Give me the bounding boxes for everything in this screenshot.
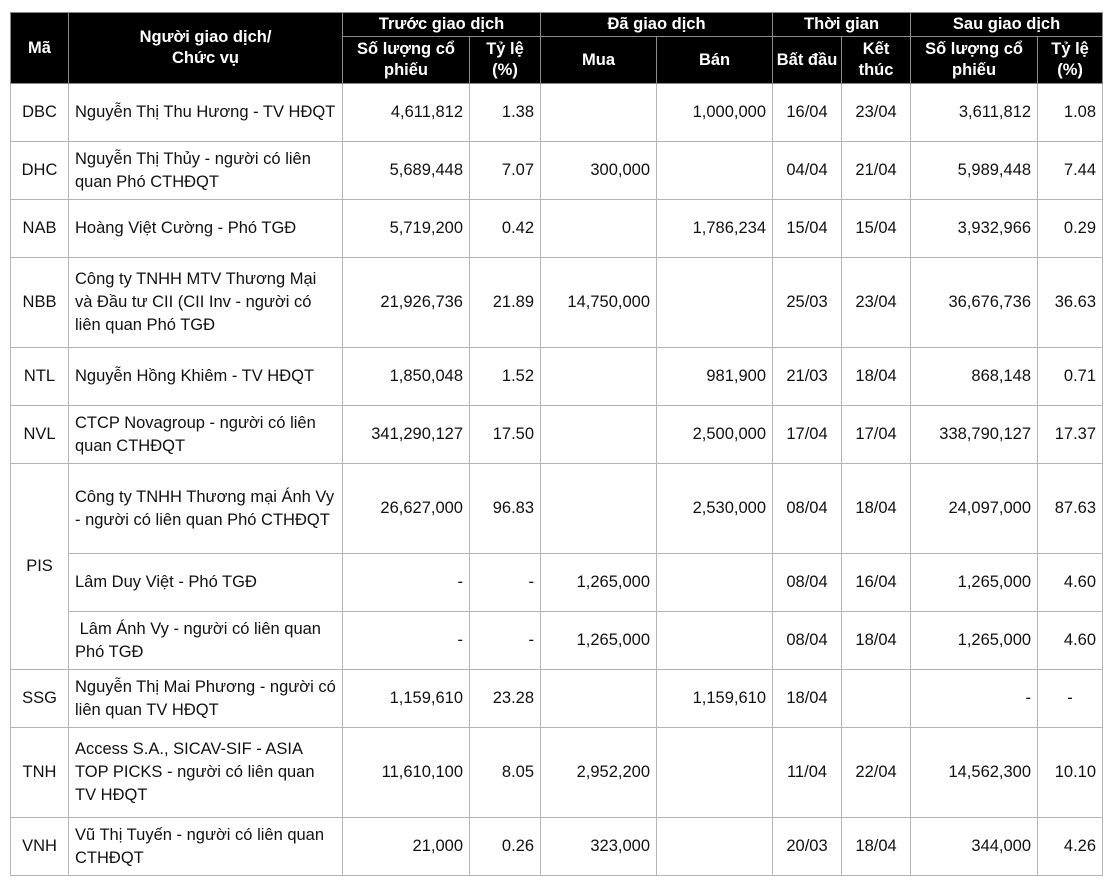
row-after-pct: 4.26 [1038, 818, 1103, 876]
row-end: 16/04 [842, 554, 911, 612]
row-buy: 300,000 [541, 142, 657, 200]
row-sell: 1,000,000 [657, 84, 773, 142]
table-row [11, 258, 1103, 348]
row-before-qty: 21,000 [343, 818, 470, 876]
row-start: 11/04 [773, 728, 842, 818]
row-code: DHC [11, 142, 69, 200]
row-code: PIS [11, 464, 69, 670]
row-after-pct: 7.44 [1038, 142, 1103, 200]
row-start: 08/04 [773, 612, 842, 670]
row-before-pct: - [470, 612, 541, 670]
table-row [11, 84, 1103, 142]
row-end: 18/04 [842, 464, 911, 554]
row-before-qty: 5,689,448 [343, 142, 470, 200]
insider-trades-table [10, 12, 1103, 876]
row-before-qty: 5,719,200 [343, 200, 470, 258]
row-sell: 2,500,000 [657, 406, 773, 464]
row-after-pct: 0.29 [1038, 200, 1103, 258]
row-before-qty: 341,290,127 [343, 406, 470, 464]
row-before-qty: 11,610,100 [343, 728, 470, 818]
row-code: NAB [11, 200, 69, 258]
row-start: 25/03 [773, 258, 842, 348]
row-end [842, 670, 911, 728]
table-row [11, 670, 1103, 728]
row-code: VNH [11, 818, 69, 876]
row-before-pct: 1.52 [470, 348, 541, 406]
row-after-pct: 4.60 [1038, 554, 1103, 612]
row-code: NBB [11, 258, 69, 348]
row-start: 15/04 [773, 200, 842, 258]
row-after-qty: 338,790,127 [911, 406, 1038, 464]
row-person: Vũ Thị Tuyến - người có liên quan CTHĐQT [69, 818, 343, 876]
row-buy [541, 406, 657, 464]
row-person: CTCP Novagroup - người có liên quan CTHĐQT [69, 406, 343, 464]
header-before-pct: Tỷ lệ (%) [470, 37, 541, 84]
row-end: 23/04 [842, 84, 911, 142]
row-buy [541, 464, 657, 554]
row-after-pct: 4.60 [1038, 612, 1103, 670]
row-before-pct: 7.07 [470, 142, 541, 200]
row-sell: 1,159,610 [657, 670, 773, 728]
row-sell [657, 818, 773, 876]
table-row [11, 818, 1103, 876]
row-code: DBC [11, 84, 69, 142]
header-time: Thời gian [773, 13, 911, 37]
row-end: 15/04 [842, 200, 911, 258]
header-sell: Bán [657, 37, 773, 84]
row-after-pct: 36.63 [1038, 258, 1103, 348]
row-after-qty: 1,265,000 [911, 554, 1038, 612]
row-after-qty: 3,611,812 [911, 84, 1038, 142]
table-row [11, 200, 1103, 258]
row-after-qty: 1,265,000 [911, 612, 1038, 670]
row-before-qty: 26,627,000 [343, 464, 470, 554]
table-row [11, 142, 1103, 200]
row-code: NVL [11, 406, 69, 464]
row-person: Nguyễn Hồng Khiêm - TV HĐQT [69, 348, 343, 406]
row-after-qty: 868,148 [911, 348, 1038, 406]
row-start: 21/03 [773, 348, 842, 406]
row-before-pct: 8.05 [470, 728, 541, 818]
row-buy: 323,000 [541, 818, 657, 876]
table-row [11, 728, 1103, 818]
header-traded: Đã giao dịch [541, 13, 773, 37]
row-person: Hoàng Việt Cường - Phó TGĐ [69, 200, 343, 258]
row-before-pct: 23.28 [470, 670, 541, 728]
row-end: 21/04 [842, 142, 911, 200]
row-before-pct: 21.89 [470, 258, 541, 348]
row-before-pct: 0.42 [470, 200, 541, 258]
row-end: 22/04 [842, 728, 911, 818]
row-after-qty: 14,562,300 [911, 728, 1038, 818]
table-row [11, 464, 1103, 554]
row-sell: 2,530,000 [657, 464, 773, 554]
row-end: 23/04 [842, 258, 911, 348]
row-start: 08/04 [773, 554, 842, 612]
row-before-pct: 17.50 [470, 406, 541, 464]
row-after-qty: 3,932,966 [911, 200, 1038, 258]
row-before-qty: - [343, 612, 470, 670]
row-before-qty: 4,611,812 [343, 84, 470, 142]
row-before-pct: - [470, 554, 541, 612]
row-start: 08/04 [773, 464, 842, 554]
row-start: 20/03 [773, 818, 842, 876]
row-before-qty: - [343, 554, 470, 612]
header-person: Người giao dịch/ Chức vụ [69, 13, 343, 84]
header-after-pct: Tỷ lệ (%) [1038, 37, 1103, 84]
row-sell [657, 728, 773, 818]
row-sell: 981,900 [657, 348, 773, 406]
row-end: 18/04 [842, 612, 911, 670]
table-row [11, 348, 1103, 406]
table-row [11, 554, 1103, 612]
row-end: 18/04 [842, 348, 911, 406]
row-before-qty: 1,159,610 [343, 670, 470, 728]
row-after-qty: 5,989,448 [911, 142, 1038, 200]
row-after-qty: 344,000 [911, 818, 1038, 876]
row-code: TNH [11, 728, 69, 818]
row-person: Nguyễn Thị Thủy - người có liên quan Phó CTHĐQT [69, 142, 343, 200]
row-buy: 14,750,000 [541, 258, 657, 348]
row-after-pct: 1.08 [1038, 84, 1103, 142]
row-buy [541, 670, 657, 728]
row-buy: 2,952,200 [541, 728, 657, 818]
row-buy [541, 200, 657, 258]
row-person: Lâm Ánh Vy - người có liên quan Phó TGĐ [69, 612, 343, 670]
header-after-qty: Số lượng cổ phiếu [911, 37, 1038, 84]
header-end: Kết thúc [842, 37, 911, 84]
header-after: Sau giao dịch [911, 13, 1103, 37]
row-start: 17/04 [773, 406, 842, 464]
row-buy: 1,265,000 [541, 554, 657, 612]
row-buy [541, 84, 657, 142]
row-before-qty: 1,850,048 [343, 348, 470, 406]
row-buy [541, 348, 657, 406]
row-sell [657, 554, 773, 612]
header-start: Bất đầu [773, 37, 842, 84]
row-buy: 1,265,000 [541, 612, 657, 670]
row-code: SSG [11, 670, 69, 728]
row-end: 17/04 [842, 406, 911, 464]
row-end: 18/04 [842, 818, 911, 876]
row-after-pct: 17.37 [1038, 406, 1103, 464]
row-before-pct: 0.26 [470, 818, 541, 876]
row-sell [657, 612, 773, 670]
table-row [11, 406, 1103, 464]
header-before-qty: Số lượng cổ phiếu [343, 37, 470, 84]
row-person: Công ty TNHH MTV Thương Mại và Đầu tư CII (CII Inv - người có liên quan Phó TGĐ [69, 258, 343, 348]
row-person: Công ty TNHH Thương mại Ánh Vy - người có liên quan Phó CTHĐQT [69, 464, 343, 554]
row-sell [657, 142, 773, 200]
header-before: Trước giao dịch [343, 13, 541, 37]
row-person: Lâm Duy Việt - Phó TGĐ [69, 554, 343, 612]
row-before-pct: 96.83 [470, 464, 541, 554]
row-after-pct: - [1038, 670, 1103, 728]
row-code: NTL [11, 348, 69, 406]
row-after-pct: 87.63 [1038, 464, 1103, 554]
row-start: 16/04 [773, 84, 842, 142]
row-start: 04/04 [773, 142, 842, 200]
row-person: Access S.A., SICAV-SIF - ASIA TOP PICKS - người có liên quan TV HĐQT [69, 728, 343, 818]
row-person: Nguyễn Thị Mai Phương - người có liên quan TV HĐQT [69, 670, 343, 728]
row-after-qty: 24,097,000 [911, 464, 1038, 554]
row-after-qty: 36,676,736 [911, 258, 1038, 348]
table-row [11, 612, 1103, 670]
row-sell [657, 258, 773, 348]
row-person: Nguyễn Thị Thu Hương - TV HĐQT [69, 84, 343, 142]
row-start: 18/04 [773, 670, 842, 728]
header-buy: Mua [541, 37, 657, 84]
row-sell: 1,786,234 [657, 200, 773, 258]
row-after-pct: 10.10 [1038, 728, 1103, 818]
row-before-pct: 1.38 [470, 84, 541, 142]
header-code: Mã [11, 13, 69, 84]
row-after-qty: - [911, 670, 1038, 728]
row-before-qty: 21,926,736 [343, 258, 470, 348]
row-after-pct: 0.71 [1038, 348, 1103, 406]
